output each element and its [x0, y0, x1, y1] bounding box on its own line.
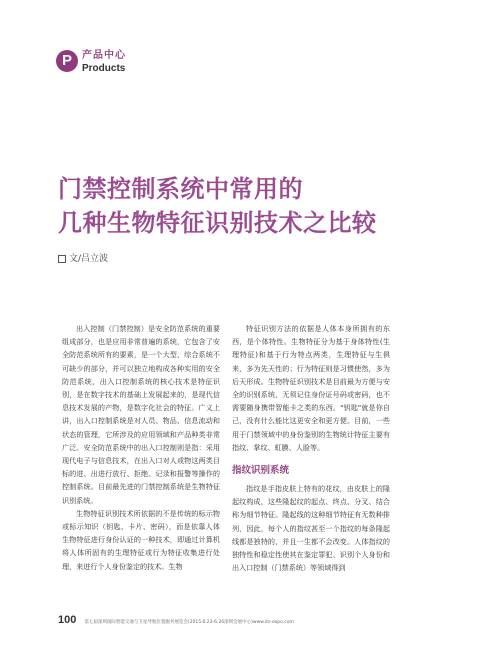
paragraph: 生物特征识别技术所依据的不是传统的标示物或标示知识（钥匙、卡片、密码），而是依靠人体生物特征进行身份认证的一种技术，即通过计算机将人体所固有的生理特征或行为特征收集进行处理，来进行个人身份鉴定的技术。生物: [62, 508, 220, 571]
square-icon: [58, 255, 66, 263]
page-number: 100: [58, 614, 77, 626]
right-column: [232, 322, 390, 574]
section-label-en: Products: [82, 63, 126, 74]
author-name: 文/吕立波: [69, 254, 109, 264]
article-title: [58, 172, 438, 240]
paragraph: 特征识别方法的依据是人体本身所拥有的东西，是个体特性。生物特征分为基于身体特性(生理特征)和基于行为特点两类，生理特征与生俱来，多为先天性的；行为特征则是习惯使然，多为后天形成。生物特征识别技术是目前最为方便与安全的识别系统，无须记住身份证号码或密码，也不需要随身携带智能卡之类的东西。"钥匙"就是你自己，没有什么能比这更安全和更方便。目前，一些用于门禁领域中的身份鉴别的生物统计特征主要有指纹、掌纹、虹膜、人脸等。: [232, 324, 390, 452]
author-byline: [58, 253, 108, 265]
paragraph: 指纹是手指皮肤上特有的花纹，由皮肤上的隆起纹构成，这些隆起纹的起点、终点、分叉、结合称为细节特征。隆起线的这种细节特征有无数种排列，因此，每个人的指纹甚至一个指纹的每条隆起线都是独特的，并且一生都不会改变。人体指纹的独特性和稳定性使其在鉴定罪犯、识别个人身份和出入口控制（门禁系统）等领域得到: [232, 484, 390, 573]
title-line-2: 几种生物特征识别技术之比较: [58, 209, 377, 237]
page-footer: [58, 613, 294, 627]
section-label-cn: 产品中心: [82, 50, 126, 61]
title-line-1: 门禁控制系统中常用的: [58, 175, 303, 203]
section-badge-icon: P: [56, 50, 78, 72]
section-heading: 指纹识别系统: [232, 465, 290, 477]
paragraph: 出入控制（门禁控制）是安全防范系统的重要组成部分，也是应用非常普遍的系统，它包含了安全防范系统所有的要素，是一个大型、综合系统不可缺少的部分，并可以独立地构成各种实用的安全防范系统，出入口控制系统的核心技术是特征识别，是在数字技术的基础上发展起来的，是现代信息技术发展的产物，是数字化社会的特征。广义上讲，出入口控制系统是对人员、物品、信息流动和状态的管理，它所涉及的应用领域和产品种类非常广泛。安全防范系统中的出入口控制则是指：采用现代电子与信息技术，在出入口对人或物这两类目标的进、出进行放行、拒绝、记录和报警等操作的控制系统。目前最先进的门禁控制系统是生物特征识别系统。: [62, 324, 220, 505]
footer-text: 第七届深圳国际智能交通与卫星导航位置服务展览会(2015.6.23-6.26深圳会展中心)www.its-expo.com: [84, 620, 294, 625]
left-column: [62, 322, 220, 573]
